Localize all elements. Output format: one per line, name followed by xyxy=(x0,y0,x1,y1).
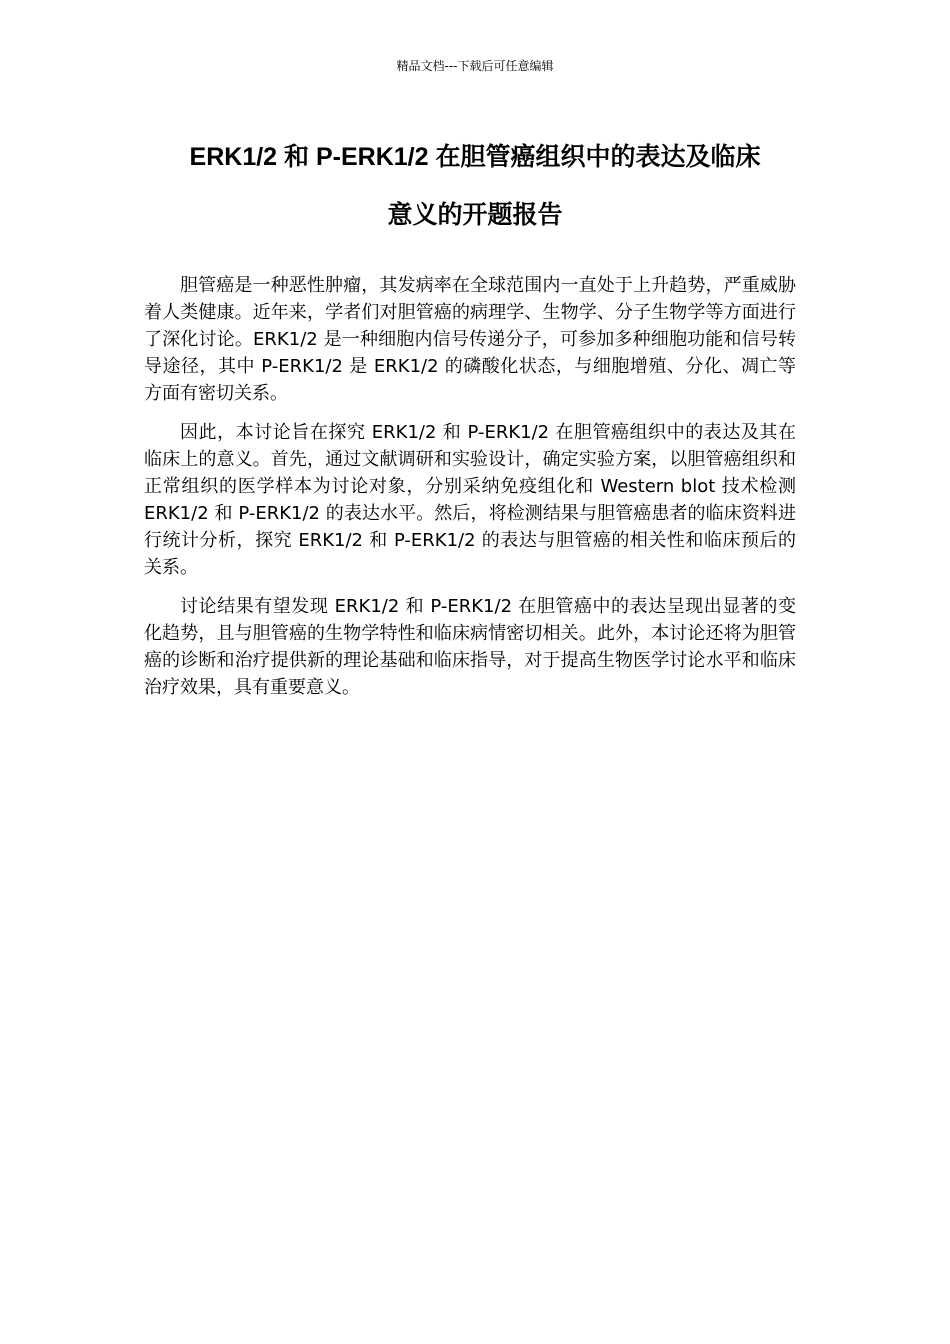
page-header: 精品文档---下载后可任意编辑 xyxy=(396,59,554,73)
paragraph-methods: 因此，本讨论旨在探究 ERK1/2 和 P-ERK1/2 在胆管癌组织中的表达及其在临床上的意义。首先，通过文献调研和实验设计，确定实验方案，以胆管癌组织和正常组织的医学样本为讨论对象，分别采纳免疫组化和 Western blot 技术检测 ERK1/2 和 P-ERK1/2 的表达水平。然后，将检测结果与胆管癌患者的临床资料进行统计分析，探究 ERK1/2 和 P-ERK1/2 的表达与胆管癌的相关性和临床预后的关系。 xyxy=(144,422,796,578)
document-title xyxy=(140,128,810,244)
paragraph-intro: 胆管癌是一种恶性肿瘤，其发病率在全球范围内一直处于上升趋势，严重威胁着人类健康。近年来，学者们对胆管癌的病理学、生物学、分子生物学等方面进行了深化讨论。ERK1/2 是一种细胞内信号传递分子，可参加多种细胞功能和信号转导途径，其中 P-ERK1/2 是 ERK1/2 的磷酸化状态，与细胞增殖、分化、凋亡等方面有密切关系。 xyxy=(144,275,796,404)
title-line-1: ERK1/2 和 P-ERK1/2 在胆管癌组织中的表达及临床 xyxy=(189,143,761,171)
title-line-2: 意义的开题报告 xyxy=(387,201,563,229)
paragraph-significance: 讨论结果有望发现 ERK1/2 和 P-ERK1/2 在胆管癌中的表达呈现出显著的变化趋势，且与胆管癌的生物学特性和临床病情密切相关。此外，本讨论还将为胆管癌的诊断和治疗提供新的理论基础和临床指导，对于提高生物医学讨论水平和临床治疗效果，具有重要意义。 xyxy=(144,596,796,698)
document-body xyxy=(144,272,796,713)
